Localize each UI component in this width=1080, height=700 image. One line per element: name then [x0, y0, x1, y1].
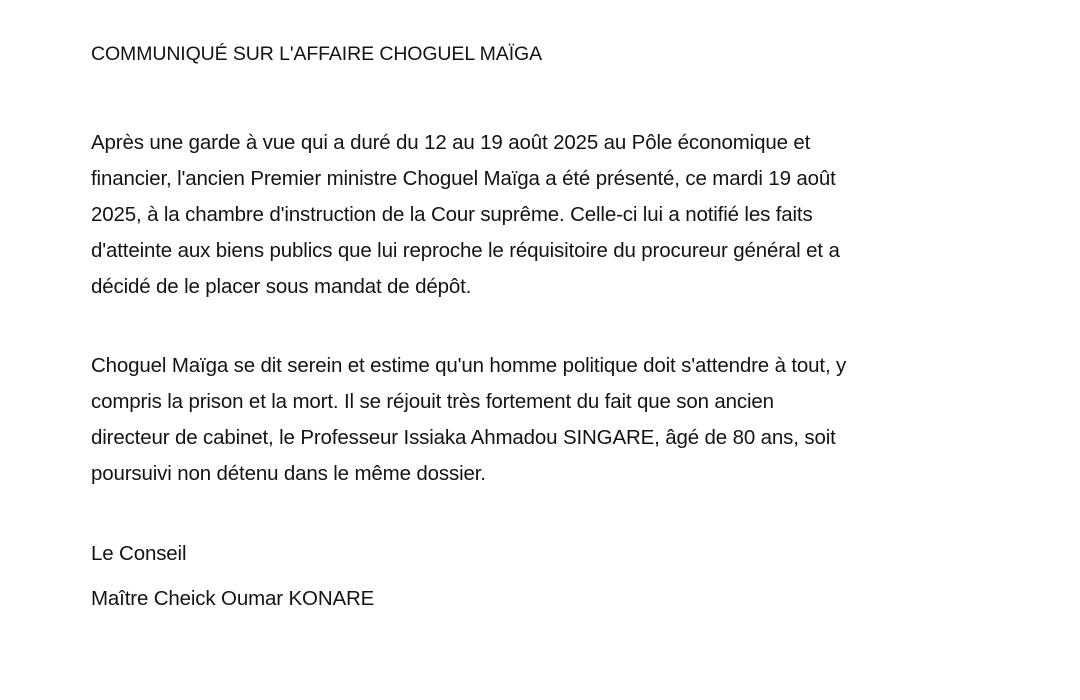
document-title: COMMUNIQUÉ SUR L'AFFAIRE CHOGUEL MAÏGA	[91, 43, 543, 65]
paragraph-line: poursuivi non détenu dans le même dossier.	[91, 462, 486, 485]
paragraph-line: décidé de le placer sous mandat de dépôt.	[91, 275, 472, 298]
paragraph-line: financier, l'ancien Premier ministre Choguel Maïga a été présenté, ce mardi 19 août	[91, 167, 836, 190]
paragraph-line: directeur de cabinet, le Professeur Issiaka Ahmadou SINGARE, âgé de 80 ans, soit	[91, 426, 836, 449]
paragraph-line: Après une garde à vue qui a duré du 12 au 19 août 2025 au Pôle économique et	[91, 131, 811, 154]
signature-organization: Le Conseil	[91, 542, 187, 565]
paragraph-line: 2025, à la chambre d'instruction de la Cour suprême. Celle-ci lui a notifié les faits	[91, 203, 813, 226]
paragraph-statement	[91, 348, 846, 492]
signature-name: Maître Cheick Oumar KONARE	[91, 587, 375, 610]
paragraph-line: Choguel Maïga se dit serein et estime qu'un homme politique doit s'attendre à tout, y	[91, 354, 847, 377]
paragraph-custody-and-detention	[91, 125, 840, 305]
paragraph-line: d'atteinte aux biens publics que lui reproche le réquisitoire du procureur général et a	[91, 239, 840, 262]
paragraph-line: compris la prison et la mort. Il se réjouit très fortement du fait que son ancien	[91, 390, 774, 413]
